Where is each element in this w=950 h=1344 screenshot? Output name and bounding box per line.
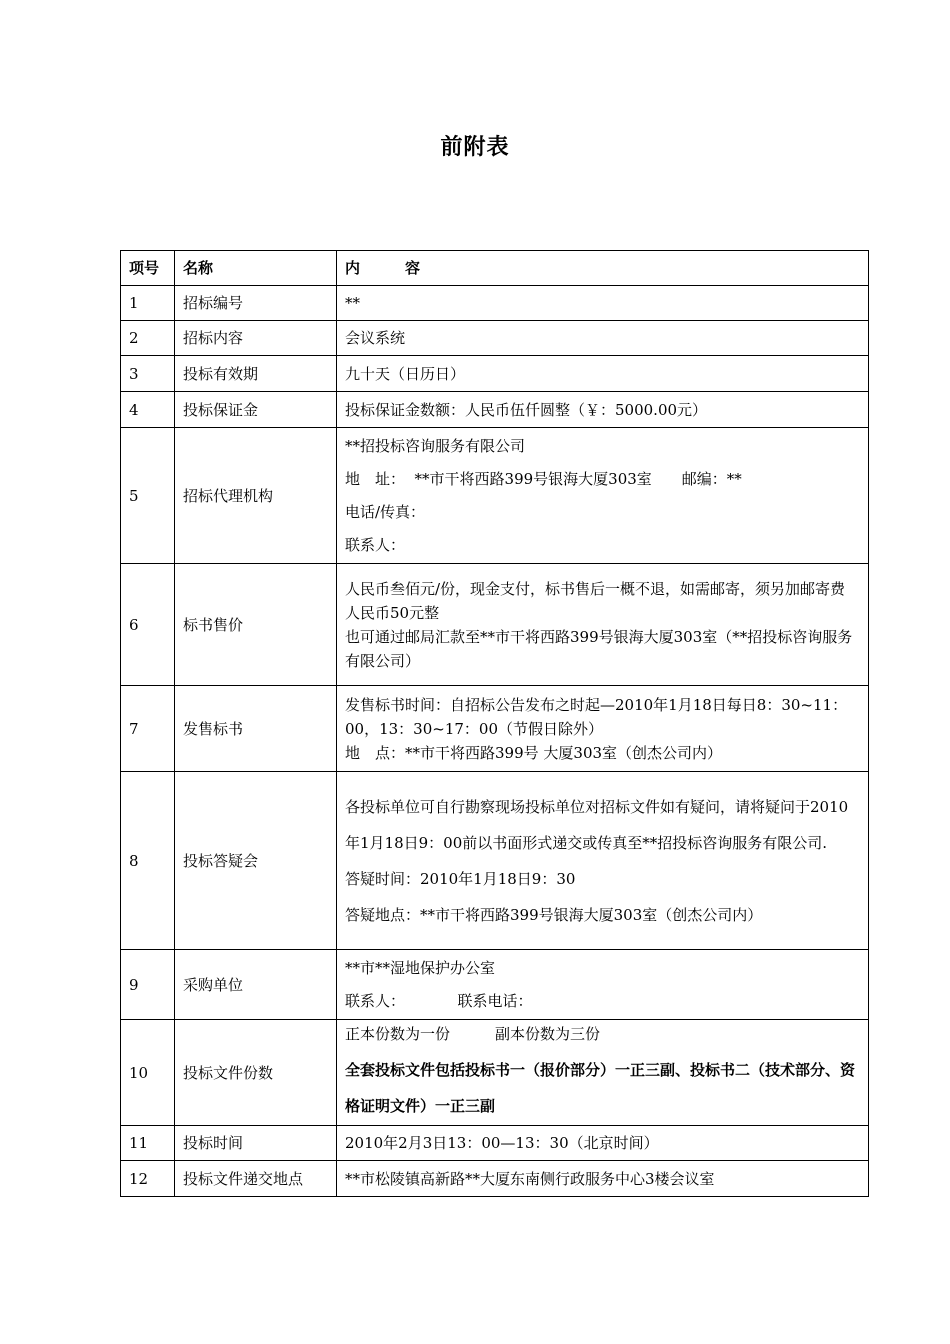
content-line: 人民币叁佰元/份，现金支付，标书售后一概不退，如需邮寄，须另加邮寄费人民币50元整 (345, 579, 846, 622)
content-line: ** (345, 294, 360, 312)
content-line: 投标保证金数额：人民币伍仟圆整（￥：5000.00元） (345, 400, 708, 419)
row-content (337, 1020, 869, 1126)
header-no: 项号 (121, 251, 175, 286)
table-row (121, 686, 869, 772)
row-content (337, 686, 869, 772)
row-no: 9 (121, 950, 175, 1020)
table-row (121, 772, 869, 950)
row-name: 招标编号 (175, 286, 337, 321)
row-content (337, 356, 869, 392)
row-content (337, 286, 869, 321)
header-name: 名称 (175, 251, 337, 286)
row-name: 投标保证金 (175, 392, 337, 428)
row-content (337, 392, 869, 428)
row-no: 6 (121, 564, 175, 686)
table-row (121, 286, 869, 321)
row-name: 标书售价 (175, 564, 337, 686)
row-content (337, 428, 869, 564)
row-name: 投标时间 (175, 1126, 337, 1161)
content-line: 正本份数为一份 副本份数为三份 (345, 1024, 601, 1043)
row-name: 采购单位 (175, 950, 337, 1020)
table-row (121, 392, 869, 428)
content-line: 会议系统 (345, 329, 406, 347)
row-no: 1 (121, 286, 175, 321)
row-content (337, 772, 869, 950)
row-content (337, 950, 869, 1020)
content-line-bold: 全套投标文件包括投标书一（报价部分）一正三副、投标书二（技术部分、资格证明文件）一正三副 (345, 1060, 856, 1115)
content-line: 各投标单位可自行勘察现场投标单位对招标文件如有疑问，请将疑问于2010年1月18日9：00前以书面形式递交或传真至**招投标咨询服务有限公司. (345, 797, 849, 852)
content-line: 答疑地点：**市干将西路399号银海大厦303室（创杰公司内） (345, 905, 763, 924)
content-line: 电话/传真： (345, 503, 426, 521)
table-row (121, 1161, 869, 1197)
row-name: 投标文件份数 (175, 1020, 337, 1126)
page-title: 前附表 (440, 135, 510, 160)
row-content (337, 1126, 869, 1161)
content-line: 发售标书时间：自招标公告发布之时起—2010年1月18日每日8：30~11：00，13：30~17：00（节假日除外） (345, 695, 848, 738)
table-row (121, 950, 869, 1020)
row-content (337, 564, 869, 686)
row-no: 4 (121, 392, 175, 428)
table-row (121, 428, 869, 564)
row-no: 11 (121, 1126, 175, 1161)
row-no: 5 (121, 428, 175, 564)
row-no: 3 (121, 356, 175, 392)
content-line: 地 址： **市干将西路399号银海大厦303室 邮编：** (345, 470, 742, 488)
content-line: **市松陵镇高新路**大厦东南侧行政服务中心3楼会议室 (345, 1169, 715, 1188)
header-content: 内 容 (337, 251, 869, 286)
content-line: 2010年2月3日13：00—13：30（北京时间） (345, 1134, 659, 1152)
content-line: 也可通过邮局汇款至**市干将西路399号银海大厦303室（**招投标咨询服务有限公司） (345, 627, 853, 670)
table-row (121, 321, 869, 356)
table-header-row (121, 251, 869, 286)
row-name: 投标文件递交地点 (175, 1161, 337, 1197)
row-no: 12 (121, 1161, 175, 1197)
row-content (337, 1161, 869, 1197)
table-row (121, 1126, 869, 1161)
content-line: **招投标咨询服务有限公司 (345, 437, 526, 455)
row-name: 发售标书 (175, 686, 337, 772)
row-no: 2 (121, 321, 175, 356)
content-line: 答疑时间：2010年1月18日9：30 (345, 869, 576, 888)
row-name: 招标代理机构 (175, 428, 337, 564)
content-line: 九十天（日历日） (345, 364, 466, 383)
row-name: 投标有效期 (175, 356, 337, 392)
appendix-table (120, 250, 869, 1197)
row-no: 8 (121, 772, 175, 950)
row-name: 投标答疑会 (175, 772, 337, 950)
content-line: 联系人： (345, 536, 406, 554)
table-row (121, 564, 869, 686)
row-name: 招标内容 (175, 321, 337, 356)
content-line: 联系人： 联系电话： (345, 992, 533, 1010)
table-row (121, 356, 869, 392)
row-content (337, 321, 869, 356)
row-no: 7 (121, 686, 175, 772)
row-no: 10 (121, 1020, 175, 1126)
table-row (121, 1020, 869, 1126)
content-line: 地 点：**市干将西路399号 大厦303室（创杰公司内） (345, 743, 723, 762)
content-line: **市**湿地保护办公室 (345, 959, 496, 977)
